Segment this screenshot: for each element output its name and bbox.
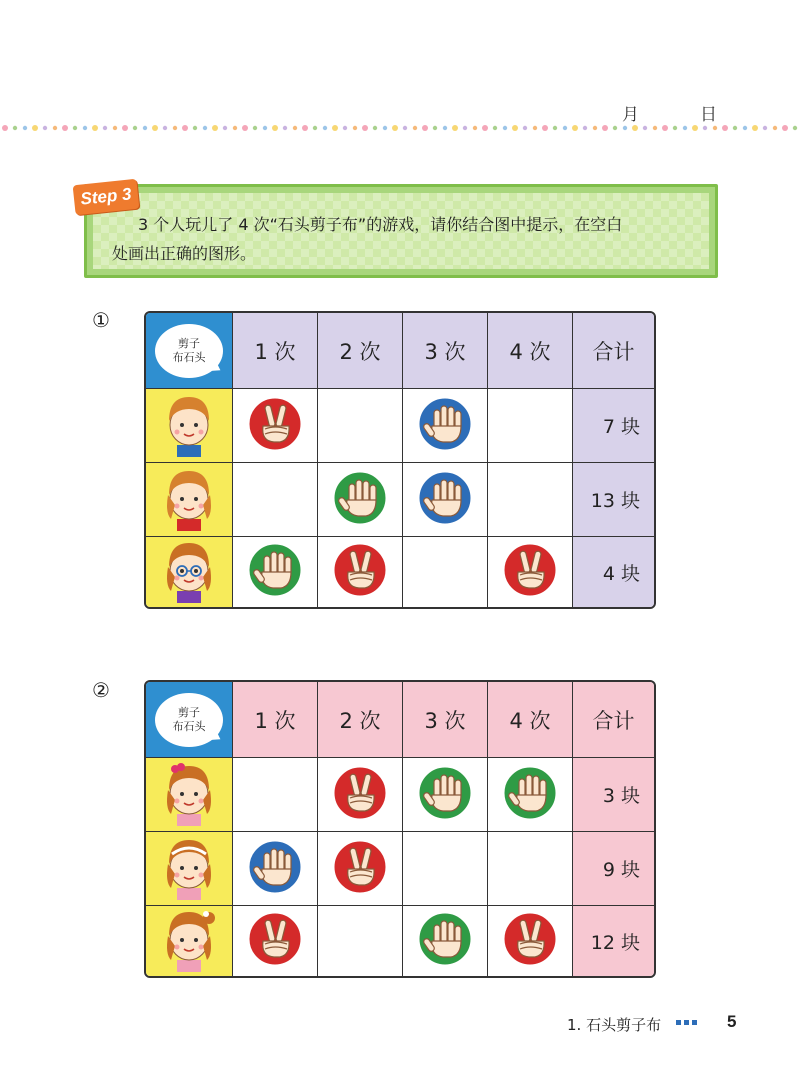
footer-dots — [676, 1020, 698, 1026]
column-header-5: 合计 — [573, 313, 654, 389]
scissors-hand-icon — [502, 542, 558, 602]
column-header-1: 1 次 — [233, 313, 318, 389]
hand-cell — [488, 537, 573, 607]
chapter-label: 1. 石头剪子布 — [567, 1016, 662, 1034]
paper-hand-icon — [332, 470, 388, 530]
player-girl-pony-avatar — [159, 906, 219, 976]
column-header-2: 2 次 — [318, 682, 403, 758]
scissors-hand-icon — [332, 765, 388, 825]
hand-cell — [403, 758, 488, 832]
hand-cell — [488, 758, 573, 832]
month-label: 月 — [622, 105, 639, 125]
game-table-2 — [144, 680, 656, 978]
hand-cell — [488, 906, 573, 976]
page-number: 5 — [727, 1012, 737, 1031]
row-total: 7 块 — [573, 389, 654, 463]
scissors-hand-icon — [332, 542, 388, 602]
paper-hand-icon — [417, 396, 473, 456]
blank-answer-cell[interactable] — [488, 463, 573, 537]
scissors-hand-icon — [247, 911, 303, 971]
column-header-4: 4 次 — [488, 313, 573, 389]
blank-answer-cell[interactable] — [233, 463, 318, 537]
instruction-line-2: 处画出正确的图形。 — [112, 244, 257, 263]
row-total: 9 块 — [573, 832, 654, 906]
paper-hand-icon — [417, 765, 473, 825]
blank-answer-cell[interactable] — [233, 758, 318, 832]
row-total: 13 块 — [573, 463, 654, 537]
corner-label-line-2: 布石头 — [172, 719, 206, 733]
blank-answer-cell[interactable] — [318, 906, 403, 976]
hand-cell — [233, 389, 318, 463]
blank-answer-cell[interactable] — [488, 389, 573, 463]
step-tag: Step 3 — [73, 179, 140, 216]
hand-cell — [403, 463, 488, 537]
table-1-number: ① — [92, 308, 110, 332]
player-avatar-cell — [146, 389, 233, 463]
paper-hand-icon — [502, 765, 558, 825]
blank-answer-cell[interactable] — [403, 832, 488, 906]
player-girl-band-avatar — [159, 834, 219, 904]
player-avatar-cell — [146, 832, 233, 906]
column-header-4: 4 次 — [488, 682, 573, 758]
hand-cell — [233, 832, 318, 906]
player-avatar-cell — [146, 537, 233, 607]
player-boy-avatar — [159, 391, 219, 461]
corner-label-line-1: 剪子 — [178, 336, 200, 350]
row-total: 4 块 — [573, 537, 654, 607]
hand-cell — [233, 906, 318, 976]
row-total: 12 块 — [573, 906, 654, 976]
hand-cell — [403, 389, 488, 463]
blank-answer-cell[interactable] — [403, 537, 488, 607]
paper-hand-icon — [417, 911, 473, 971]
corner-label-line-1: 剪子 — [178, 705, 200, 719]
column-header-2: 2 次 — [318, 313, 403, 389]
paper-hand-icon — [247, 542, 303, 602]
instruction-line-1: 3 个人玩儿了 4 次“石头剪子布”的游戏，请你结合图中提示，在空白 — [138, 215, 623, 234]
speech-bubble — [155, 693, 223, 747]
hand-cell — [318, 463, 403, 537]
row-total: 3 块 — [573, 758, 654, 832]
corner-label-line-2: 布石头 — [172, 350, 206, 364]
column-header-3: 3 次 — [403, 682, 488, 758]
game-table-1 — [144, 311, 656, 609]
corner-label-cell — [146, 682, 233, 758]
player-girl-round-avatar — [159, 465, 219, 535]
scissors-hand-icon — [247, 396, 303, 456]
corner-label-cell — [146, 313, 233, 389]
column-header-5: 合计 — [573, 682, 654, 758]
hand-cell — [318, 537, 403, 607]
hand-cell — [403, 906, 488, 976]
hand-cell — [318, 832, 403, 906]
instruction-text — [112, 210, 702, 268]
column-header-3: 3 次 — [403, 313, 488, 389]
day-label: 日 — [700, 105, 717, 125]
player-avatar-cell — [146, 758, 233, 832]
decorative-dot-border — [0, 124, 800, 132]
speech-bubble — [155, 324, 223, 378]
player-avatar-cell — [146, 906, 233, 976]
player-girl-glasses-avatar — [159, 537, 219, 607]
hand-cell — [318, 758, 403, 832]
scissors-hand-icon — [332, 839, 388, 899]
paper-hand-icon — [417, 470, 473, 530]
hand-cell — [233, 537, 318, 607]
blank-answer-cell[interactable] — [488, 832, 573, 906]
player-girl-bow-avatar — [159, 760, 219, 830]
scissors-hand-icon — [502, 911, 558, 971]
blank-answer-cell[interactable] — [318, 389, 403, 463]
paper-hand-icon — [247, 839, 303, 899]
column-header-1: 1 次 — [233, 682, 318, 758]
table-2-number: ② — [92, 678, 110, 702]
player-avatar-cell — [146, 463, 233, 537]
